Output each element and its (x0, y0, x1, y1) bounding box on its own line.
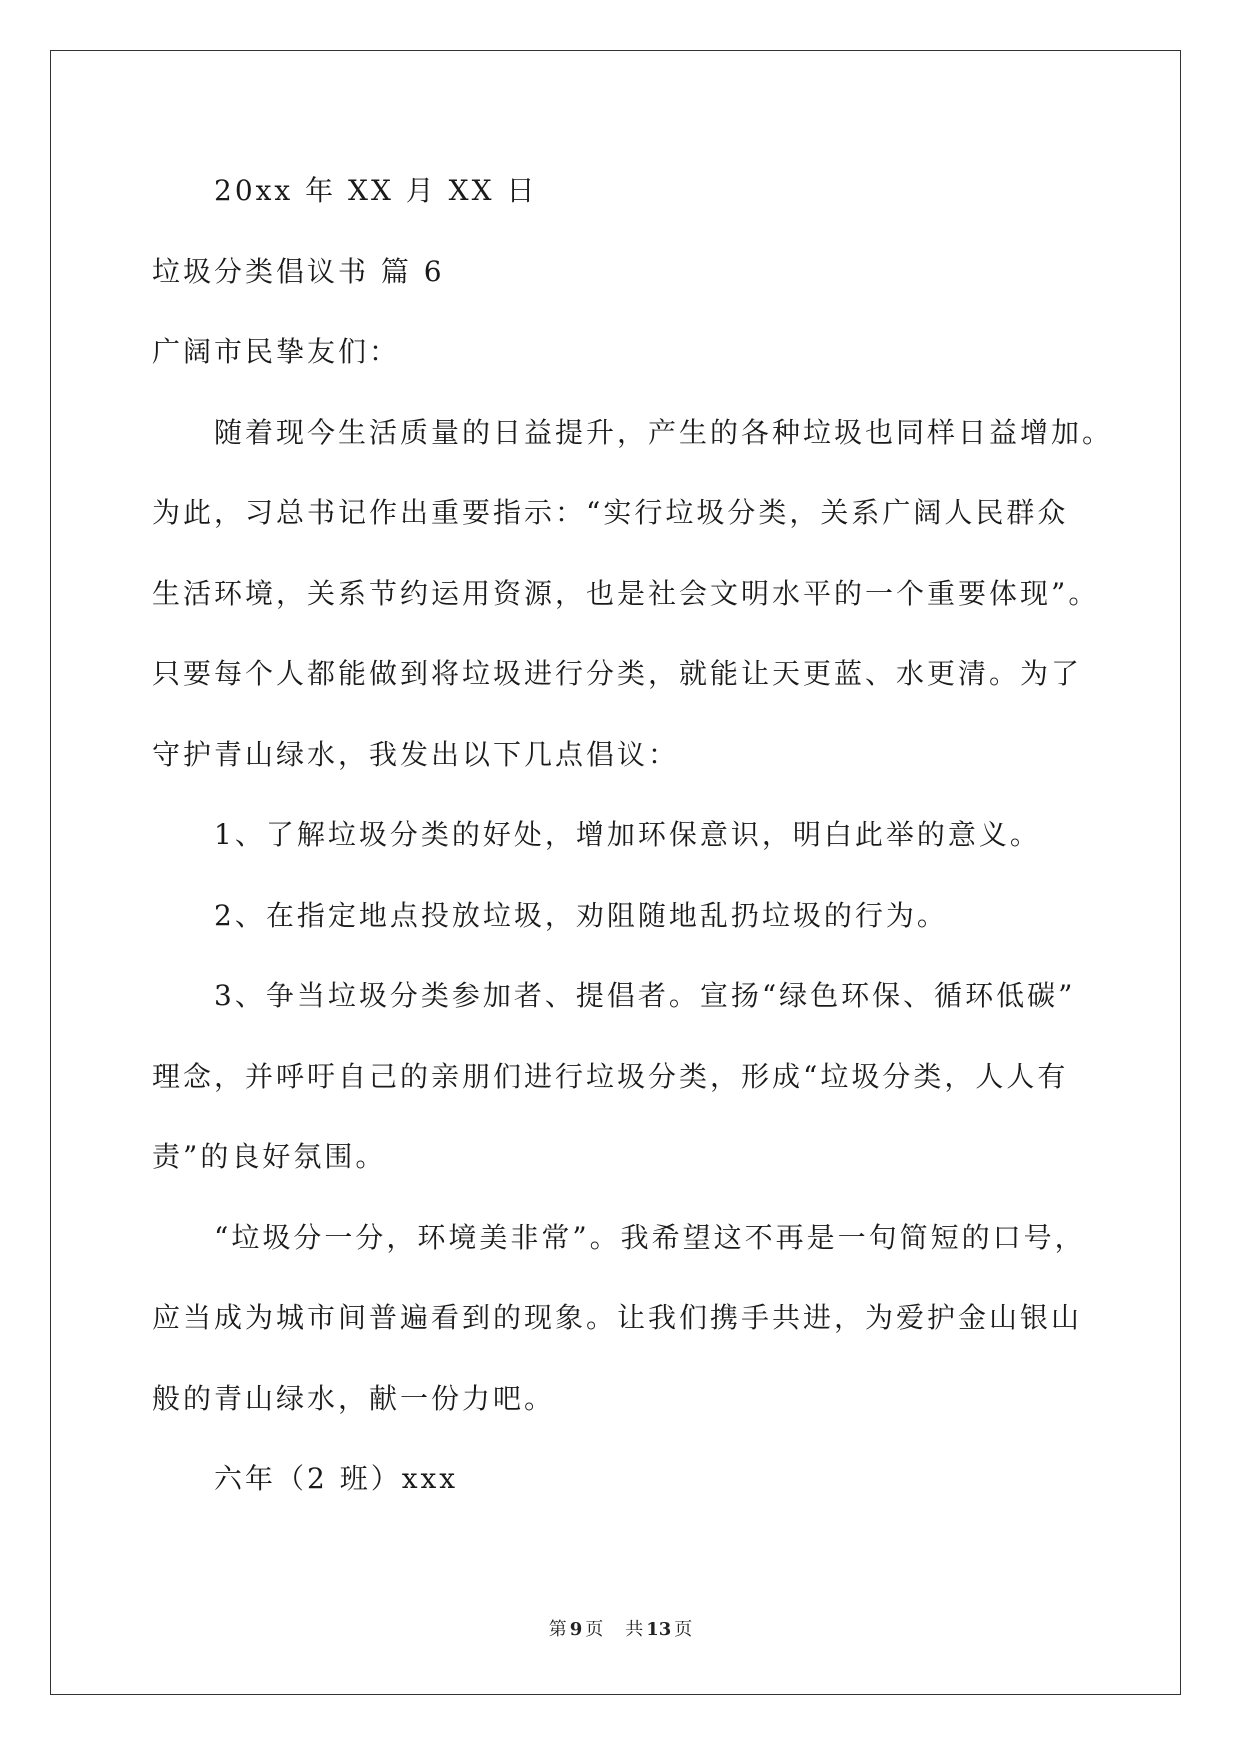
footer-page-prefix: 第 (548, 1619, 567, 1640)
paragraph-line: 责”的良好氛围。 (152, 1140, 387, 1173)
paragraph-line: 生活环境，关系节约运用资源，也是社会文明水平的一个重要体现”。 (152, 576, 1100, 610)
document-body (152, 163, 1114, 1532)
paragraph-line: 随着现今生活质量的日益提升，产生的各种垃圾也同样日益增加。 (214, 415, 1114, 449)
page-footer (0, 1615, 1241, 1641)
footer-total-unit: 页 (674, 1619, 693, 1640)
proposal-item-2: 2、在指定地点投放垃圾，劝阻随地乱扔垃圾的行为。 (214, 898, 948, 932)
footer-page-total: 13 (646, 1619, 672, 1640)
paragraph-line: 守护青山绿水，我发出以下几点倡议： (152, 737, 680, 771)
signature-line: 六年（2 班）xxx (214, 1462, 459, 1495)
date-line: 20xx 年 XX 月 XX 日 (214, 174, 538, 207)
salutation: 广阔市民挚友们： (152, 335, 401, 368)
paragraph-line: “垃圾分一分，环境美非常”。我希望这不再是一句简短的口号， (214, 1220, 1086, 1254)
paragraph-line: 般的青山绿水，献一份力吧。 (152, 1381, 556, 1415)
paragraph-line: 为此，习总书记作出重要指示：“实行垃圾分类，关系广阔人民群众 (152, 496, 1069, 529)
paragraph-line: 应当成为城市间普遍看到的现象。让我们携手共进，为爱护金山银山 (152, 1301, 1083, 1334)
paragraph-line: 只要每个人都能做到将垃圾进行分类，就能让天更蓝、水更清。为了 (152, 657, 1083, 690)
footer-page-unit: 页 (585, 1619, 604, 1640)
paragraph-line: 理念，并呼吁自己的亲朋们进行垃圾分类，形成“垃圾分类，人人有 (152, 1059, 1069, 1093)
footer-total-prefix: 共 (625, 1619, 644, 1640)
section-title: 垃圾分类倡议书 篇 6 (152, 254, 445, 288)
proposal-item-1: 1、了解垃圾分类的好处，增加环保意识，明白此举的意义。 (214, 818, 1041, 851)
proposal-item-3: 3、争当垃圾分类参加者、提倡者。宣扬“绿色环保、循环低碳” (214, 979, 1076, 1012)
footer-page-current: 9 (569, 1619, 583, 1640)
